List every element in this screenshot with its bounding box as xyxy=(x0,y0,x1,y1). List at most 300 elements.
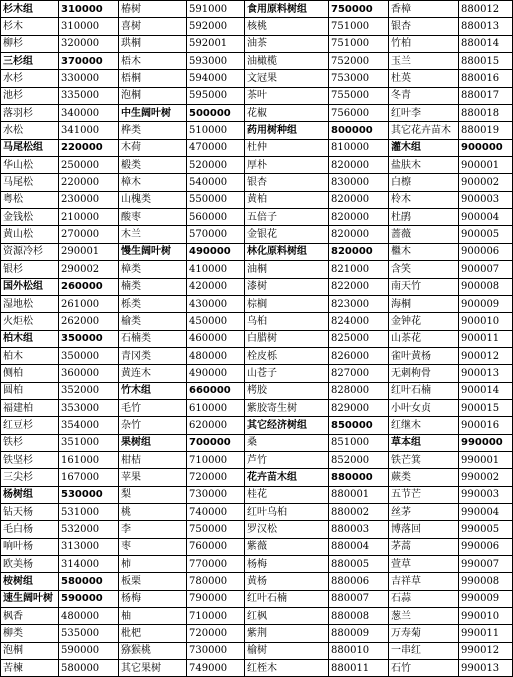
group-name-cell: 杉木组 xyxy=(1,1,59,18)
species-name-cell: 无刺枸骨 xyxy=(389,365,459,382)
species-name-cell: 紫薇 xyxy=(245,538,329,555)
species-code-cell: 450000 xyxy=(187,313,245,330)
species-name-cell: 柏木 xyxy=(1,347,59,364)
species-name-cell: 榆树 xyxy=(245,642,329,659)
species-code-cell: 900002 xyxy=(459,174,513,191)
species-code-cell: 990006 xyxy=(459,538,513,555)
species-code-cell: 900011 xyxy=(459,330,513,347)
species-name-cell: 石竹 xyxy=(389,660,459,677)
species-name-cell: 石蒜 xyxy=(389,590,459,607)
species-name-cell: 五节芒 xyxy=(389,486,459,503)
table-row xyxy=(1,590,513,607)
species-code-cell: 531000 xyxy=(59,503,119,520)
species-code-cell: 220000 xyxy=(59,174,119,191)
table-row xyxy=(1,295,513,312)
species-name-cell: 桃 xyxy=(119,503,187,520)
species-code-cell: 880011 xyxy=(329,660,389,677)
group-name-cell: 慢生阔叶树 xyxy=(119,243,187,260)
species-name-cell: 栓皮栎 xyxy=(245,347,329,364)
group-code-cell: 900000 xyxy=(459,139,513,156)
table-row xyxy=(1,70,513,87)
species-code-cell: 900007 xyxy=(459,261,513,278)
species-code-cell: 270000 xyxy=(59,226,119,243)
species-code-cell: 314000 xyxy=(59,556,119,573)
species-code-cell: 720000 xyxy=(187,469,245,486)
species-name-cell: 红继木 xyxy=(389,417,459,434)
species-name-cell: 枇杷 xyxy=(119,625,187,642)
species-name-cell: 梧桐 xyxy=(119,70,187,87)
species-code-cell: 290002 xyxy=(59,261,119,278)
species-name-cell: 圆柏 xyxy=(1,382,59,399)
species-code-cell: 410000 xyxy=(187,261,245,278)
table-row xyxy=(1,139,513,156)
species-code-cell: 880003 xyxy=(329,521,389,538)
species-name-cell: 侧柏 xyxy=(1,365,59,382)
species-name-cell: 茶叶 xyxy=(245,87,329,104)
species-name-cell: 酸枣 xyxy=(119,209,187,226)
table-row xyxy=(1,261,513,278)
species-code-cell: 880019 xyxy=(459,122,513,139)
species-name-cell: 红豆杉 xyxy=(1,417,59,434)
species-code-cell: 592000 xyxy=(187,18,245,35)
species-name-cell: 蕨类 xyxy=(389,469,459,486)
species-code-cell: 900006 xyxy=(459,243,513,260)
table-row xyxy=(1,399,513,416)
species-code-cell: 990013 xyxy=(459,660,513,677)
species-code-cell: 820000 xyxy=(329,226,389,243)
species-code-cell: 593000 xyxy=(187,53,245,70)
species-code-cell: 755000 xyxy=(329,87,389,104)
table-row xyxy=(1,174,513,191)
group-code-cell: 350000 xyxy=(59,330,119,347)
group-name-cell: 林化原料树组 xyxy=(245,243,329,260)
species-code-cell: 900008 xyxy=(459,278,513,295)
table-row xyxy=(1,157,513,174)
species-name-cell: 毛白杨 xyxy=(1,521,59,538)
species-name-cell: 油橄榄 xyxy=(245,53,329,70)
species-name-cell: 响叶杨 xyxy=(1,538,59,555)
species-code-cell: 900001 xyxy=(459,157,513,174)
species-code-cell: 900014 xyxy=(459,382,513,399)
species-name-cell: 楠类 xyxy=(119,278,187,295)
species-name-cell: 厚朴 xyxy=(245,157,329,174)
species-code-cell: 167000 xyxy=(59,469,119,486)
species-name-cell: 柳杉 xyxy=(1,35,59,52)
species-code-cell: 990010 xyxy=(459,608,513,625)
species-name-cell: 油桐 xyxy=(245,261,329,278)
species-name-cell: 万寿菊 xyxy=(389,625,459,642)
table-row xyxy=(1,365,513,382)
species-code-cell: 900005 xyxy=(459,226,513,243)
species-code-cell: 900016 xyxy=(459,417,513,434)
species-name-cell: 池杉 xyxy=(1,87,59,104)
species-name-cell: 青冈类 xyxy=(119,347,187,364)
table-row xyxy=(1,451,513,468)
species-code-cell: 560000 xyxy=(187,209,245,226)
group-name-cell: 草本组 xyxy=(389,434,459,451)
group-name-cell: 花卉苗木组 xyxy=(245,469,329,486)
species-name-cell: 资源冷杉 xyxy=(1,243,59,260)
species-name-cell: 棕榈 xyxy=(245,295,329,312)
species-name-cell: 铁坚杉 xyxy=(1,451,59,468)
species-code-cell: 821000 xyxy=(329,261,389,278)
table-row xyxy=(1,105,513,122)
group-code-cell: 530000 xyxy=(59,486,119,503)
species-name-cell: 李 xyxy=(119,521,187,538)
species-code-cell: 580000 xyxy=(59,660,119,677)
species-code-cell: 430000 xyxy=(187,295,245,312)
species-name-cell: 柿 xyxy=(119,556,187,573)
species-name-cell: 三尖杉 xyxy=(1,469,59,486)
species-code-cell: 820000 xyxy=(329,209,389,226)
species-name-cell: 萱草 xyxy=(389,556,459,573)
group-name-cell: 药用树种组 xyxy=(245,122,329,139)
species-code-cell: 900004 xyxy=(459,209,513,226)
table-row xyxy=(1,87,513,104)
species-code-cell: 880007 xyxy=(329,590,389,607)
species-code-cell: 820000 xyxy=(329,191,389,208)
species-code-cell: 880008 xyxy=(329,608,389,625)
species-code-cell: 330000 xyxy=(59,70,119,87)
species-name-cell: 梧木 xyxy=(119,53,187,70)
species-name-cell: 吉祥草 xyxy=(389,573,459,590)
species-code-cell: 880013 xyxy=(459,18,513,35)
species-code-cell: 826000 xyxy=(329,347,389,364)
species-name-cell: 钻天杨 xyxy=(1,503,59,520)
species-name-cell: 梨 xyxy=(119,486,187,503)
species-code-cell: 261000 xyxy=(59,295,119,312)
species-code-cell: 610000 xyxy=(187,399,245,416)
table-row xyxy=(1,573,513,590)
table-row xyxy=(1,382,513,399)
species-name-cell: 金钱松 xyxy=(1,209,59,226)
species-name-cell: 小叶女贞 xyxy=(389,399,459,416)
species-code-cell: 900009 xyxy=(459,295,513,312)
species-code-cell: 335000 xyxy=(59,87,119,104)
species-code-cell: 753000 xyxy=(329,70,389,87)
species-name-cell: 一串红 xyxy=(389,642,459,659)
species-name-cell: 红叶石楠 xyxy=(245,590,329,607)
species-code-cell: 749000 xyxy=(187,660,245,677)
species-code-cell: 990009 xyxy=(459,590,513,607)
species-code-cell: 353000 xyxy=(59,399,119,416)
species-code-cell: 592001 xyxy=(187,35,245,52)
species-code-cell: 341000 xyxy=(59,122,119,139)
species-name-cell: 柚 xyxy=(119,608,187,625)
species-code-cell: 420000 xyxy=(187,278,245,295)
table-row xyxy=(1,122,513,139)
species-name-cell: 水松 xyxy=(1,122,59,139)
species-code-cell: 900013 xyxy=(459,365,513,382)
species-name-cell: 湿地松 xyxy=(1,295,59,312)
species-code-cell: 990005 xyxy=(459,521,513,538)
table-row xyxy=(1,469,513,486)
species-name-cell: 铁芒箕 xyxy=(389,451,459,468)
species-code-cell: 230000 xyxy=(59,191,119,208)
species-code-cell: 828000 xyxy=(329,382,389,399)
species-code-cell: 990003 xyxy=(459,486,513,503)
species-code-cell: 262000 xyxy=(59,313,119,330)
species-code-cell: 990008 xyxy=(459,573,513,590)
table-row xyxy=(1,538,513,555)
table-row xyxy=(1,625,513,642)
group-code-cell: 820000 xyxy=(329,243,389,260)
species-code-cell: 820000 xyxy=(329,157,389,174)
group-name-cell: 马尾松组 xyxy=(1,139,59,156)
group-code-cell: 590000 xyxy=(59,590,119,607)
species-code-cell: 880010 xyxy=(329,642,389,659)
species-code-cell: 790000 xyxy=(187,590,245,607)
species-name-cell: 紫胶寄生树 xyxy=(245,399,329,416)
species-name-cell: 铁杉 xyxy=(1,434,59,451)
species-name-cell: 木荷 xyxy=(119,139,187,156)
species-name-cell: 文冠果 xyxy=(245,70,329,87)
species-code-cell: 352000 xyxy=(59,382,119,399)
species-code-cell: 250000 xyxy=(59,157,119,174)
species-code-cell: 730000 xyxy=(187,486,245,503)
species-name-cell: 五倍子 xyxy=(245,209,329,226)
species-name-cell: 黄山松 xyxy=(1,226,59,243)
species-code-cell: 720000 xyxy=(187,625,245,642)
species-name-cell: 苦楝 xyxy=(1,660,59,677)
species-name-cell: 黄连木 xyxy=(119,365,187,382)
species-code-cell: 360000 xyxy=(59,365,119,382)
species-code-cell: 830000 xyxy=(329,174,389,191)
species-code-cell: 460000 xyxy=(187,330,245,347)
group-name-cell: 灌木组 xyxy=(389,139,459,156)
group-code-cell: 580000 xyxy=(59,573,119,590)
species-code-cell: 595000 xyxy=(187,87,245,104)
group-code-cell: 310000 xyxy=(59,1,119,18)
species-name-cell: 毛竹 xyxy=(119,399,187,416)
species-code-cell: 550000 xyxy=(187,191,245,208)
table-row xyxy=(1,417,513,434)
species-name-cell: 红叶石楠 xyxy=(389,382,459,399)
species-code-cell: 480000 xyxy=(59,608,119,625)
species-name-cell: 乌桕 xyxy=(245,313,329,330)
table-row xyxy=(1,191,513,208)
species-code-cell: 880005 xyxy=(329,556,389,573)
species-name-cell: 桦类 xyxy=(119,122,187,139)
species-name-cell: 樟木 xyxy=(119,174,187,191)
species-name-cell: 芦竹 xyxy=(245,451,329,468)
species-name-cell: 山苍子 xyxy=(245,365,329,382)
species-name-cell: 石楠类 xyxy=(119,330,187,347)
table-row xyxy=(1,278,513,295)
species-name-cell: 水杉 xyxy=(1,70,59,87)
species-code-cell: 822000 xyxy=(329,278,389,295)
species-name-cell: 山茶花 xyxy=(389,330,459,347)
table-row xyxy=(1,486,513,503)
species-name-cell: 玉兰 xyxy=(389,53,459,70)
species-name-cell: 金钟花 xyxy=(389,313,459,330)
species-name-cell: 其它果树 xyxy=(119,660,187,677)
species-code-cell: 740000 xyxy=(187,503,245,520)
species-name-cell: 蔷薇 xyxy=(389,226,459,243)
group-code-cell: 700000 xyxy=(187,434,245,451)
group-name-cell: 国外松组 xyxy=(1,278,59,295)
species-code-cell: 990011 xyxy=(459,625,513,642)
table-row xyxy=(1,521,513,538)
species-code-cell: 880002 xyxy=(329,503,389,520)
species-code-cell: 570000 xyxy=(187,226,245,243)
species-code-cell: 532000 xyxy=(59,521,119,538)
species-name-cell: 火炬松 xyxy=(1,313,59,330)
table-row xyxy=(1,347,513,364)
species-name-cell: 杉木 xyxy=(1,18,59,35)
species-code-cell: 290001 xyxy=(59,243,119,260)
species-name-cell: 苹果 xyxy=(119,469,187,486)
species-code-cell: 710000 xyxy=(187,451,245,468)
group-code-cell: 990000 xyxy=(459,434,513,451)
species-name-cell: 红叶乌桕 xyxy=(245,503,329,520)
table-row xyxy=(1,53,513,70)
species-name-cell: 葱兰 xyxy=(389,608,459,625)
species-name-cell: 南天竹 xyxy=(389,278,459,295)
species-name-cell: 海桐 xyxy=(389,295,459,312)
species-name-cell: 杨梅 xyxy=(245,556,329,573)
species-name-cell: 山槐类 xyxy=(119,191,187,208)
species-name-cell: 花椒 xyxy=(245,105,329,122)
species-code-cell: 880014 xyxy=(459,35,513,52)
species-code-cell: 591000 xyxy=(187,1,245,18)
species-name-cell: 茅蒿 xyxy=(389,538,459,555)
species-code-cell: 825000 xyxy=(329,330,389,347)
species-name-cell: 椴类 xyxy=(119,157,187,174)
species-code-cell: 990001 xyxy=(459,451,513,468)
species-name-cell: 红枫 xyxy=(245,608,329,625)
species-name-cell: 华山松 xyxy=(1,157,59,174)
species-code-cell: 750000 xyxy=(187,521,245,538)
species-name-cell: 竹柏 xyxy=(389,35,459,52)
species-code-cell: 880001 xyxy=(329,486,389,503)
group-name-cell: 速生阔叶树 xyxy=(1,590,59,607)
group-name-cell: 其它经济树组 xyxy=(245,417,329,434)
group-name-cell: 三杉组 xyxy=(1,53,59,70)
species-name-cell: 桂花 xyxy=(245,486,329,503)
species-name-cell: 榆类 xyxy=(119,313,187,330)
group-code-cell: 880000 xyxy=(329,469,389,486)
species-name-cell: 欧美杨 xyxy=(1,556,59,573)
species-code-cell: 900012 xyxy=(459,347,513,364)
table-row xyxy=(1,35,513,52)
species-code-cell: 470000 xyxy=(187,139,245,156)
table-row xyxy=(1,226,513,243)
table-row xyxy=(1,330,513,347)
species-code-cell: 880009 xyxy=(329,625,389,642)
species-name-cell: 马尾松 xyxy=(1,174,59,191)
group-code-cell: 370000 xyxy=(59,53,119,70)
species-name-cell: 栎类 xyxy=(119,295,187,312)
species-code-cell: 340000 xyxy=(59,105,119,122)
species-name-cell: 木兰 xyxy=(119,226,187,243)
species-name-cell: 柳类 xyxy=(1,625,59,642)
species-name-cell: 盐肤木 xyxy=(389,157,459,174)
species-code-cell: 880004 xyxy=(329,538,389,555)
table-row xyxy=(1,313,513,330)
species-code-cell: 990004 xyxy=(459,503,513,520)
species-code-cell: 990002 xyxy=(459,469,513,486)
species-code-cell: 320000 xyxy=(59,35,119,52)
group-name-cell: 竹木组 xyxy=(119,382,187,399)
species-code-cell: 823000 xyxy=(329,295,389,312)
table-row xyxy=(1,18,513,35)
species-code-cell: 510000 xyxy=(187,122,245,139)
species-name-cell: 杨梅 xyxy=(119,590,187,607)
species-name-cell: 喜树 xyxy=(119,18,187,35)
species-code-cell: 851000 xyxy=(329,434,389,451)
species-name-cell: 板栗 xyxy=(119,573,187,590)
species-name-cell: 核桃 xyxy=(245,18,329,35)
species-code-cell: 620000 xyxy=(187,417,245,434)
species-code-cell: 780000 xyxy=(187,573,245,590)
species-code-cell: 880018 xyxy=(459,105,513,122)
species-name-cell: 杜鹃 xyxy=(389,209,459,226)
group-code-cell: 660000 xyxy=(187,382,245,399)
species-code-cell: 880015 xyxy=(459,53,513,70)
group-code-cell: 490000 xyxy=(187,243,245,260)
group-name-cell: 果树组 xyxy=(119,434,187,451)
species-name-cell: 樟类 xyxy=(119,261,187,278)
table-row xyxy=(1,434,513,451)
species-code-cell: 810000 xyxy=(329,139,389,156)
species-code-cell: 770000 xyxy=(187,556,245,573)
species-code-cell: 350000 xyxy=(59,347,119,364)
species-name-cell: 黄杨 xyxy=(245,573,329,590)
species-name-cell: 桑 xyxy=(245,434,329,451)
species-name-cell: 香樟 xyxy=(389,1,459,18)
group-code-cell: 500000 xyxy=(187,105,245,122)
species-code-cell: 535000 xyxy=(59,625,119,642)
species-code-cell: 354000 xyxy=(59,417,119,434)
species-code-cell: 751000 xyxy=(329,18,389,35)
species-name-cell: 金银花 xyxy=(245,226,329,243)
table-row xyxy=(1,243,513,260)
species-code-cell: 852000 xyxy=(329,451,389,468)
species-name-cell: 枫香 xyxy=(1,608,59,625)
table-row xyxy=(1,556,513,573)
species-code-cell: 900010 xyxy=(459,313,513,330)
table-row xyxy=(1,503,513,520)
species-code-cell: 829000 xyxy=(329,399,389,416)
species-name-cell: 珙桐 xyxy=(119,35,187,52)
species-name-cell: 栲胶 xyxy=(245,382,329,399)
group-code-cell: 220000 xyxy=(59,139,119,156)
species-code-cell: 480000 xyxy=(187,347,245,364)
species-name-cell: 红叶李 xyxy=(389,105,459,122)
species-code-cell: 824000 xyxy=(329,313,389,330)
species-code-cell: 594000 xyxy=(187,70,245,87)
species-name-cell: 漆树 xyxy=(245,278,329,295)
species-name-cell: 柑桔 xyxy=(119,451,187,468)
species-code-cell: 752000 xyxy=(329,53,389,70)
species-name-cell: 黄柏 xyxy=(245,191,329,208)
species-code-cell: 880017 xyxy=(459,87,513,104)
species-name-cell: 罗汉松 xyxy=(245,521,329,538)
species-name-cell: 银杏 xyxy=(245,174,329,191)
species-name-cell: 白腊树 xyxy=(245,330,329,347)
species-name-cell: 银杉 xyxy=(1,261,59,278)
species-name-cell: 红桎木 xyxy=(245,660,329,677)
species-code-cell: 161000 xyxy=(59,451,119,468)
species-code-cell: 900003 xyxy=(459,191,513,208)
species-name-cell: 杜仲 xyxy=(245,139,329,156)
table-row xyxy=(1,642,513,659)
species-name-cell: 白檫 xyxy=(389,174,459,191)
species-name-cell: 椿树 xyxy=(119,1,187,18)
species-code-cell: 540000 xyxy=(187,174,245,191)
species-name-cell: 福建柏 xyxy=(1,399,59,416)
